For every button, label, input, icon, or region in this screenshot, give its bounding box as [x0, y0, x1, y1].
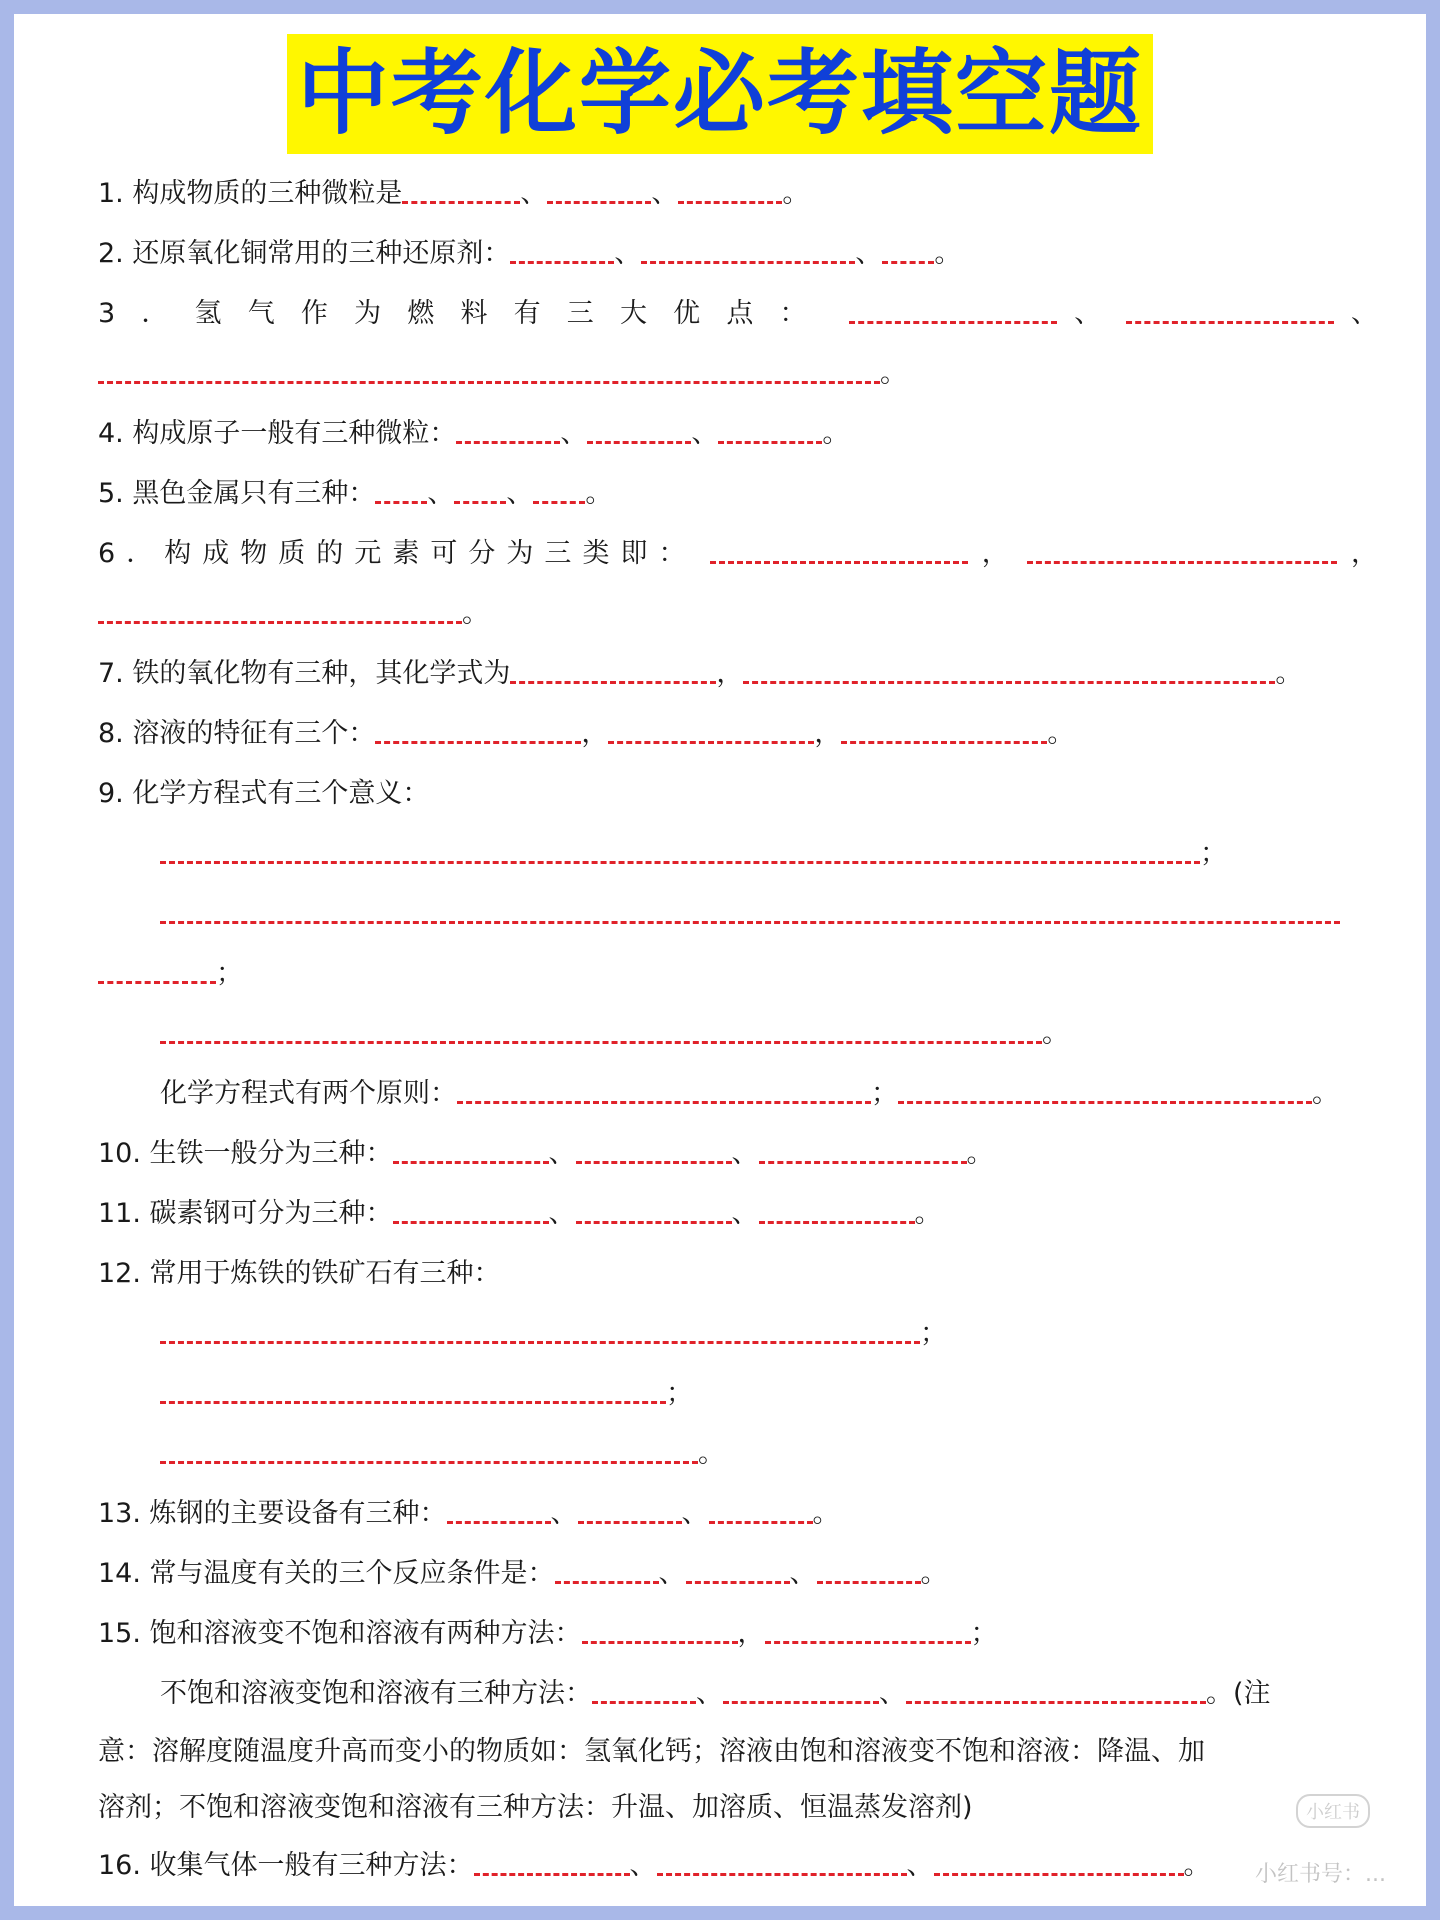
- answer-blank[interactable]: [98, 591, 462, 624]
- answer-blank[interactable]: [474, 1843, 630, 1876]
- end-punct: 。: [1183, 1850, 1211, 1881]
- separator: ，: [737, 1618, 765, 1649]
- end-punct: 。(注: [1206, 1678, 1271, 1709]
- separator: 、: [614, 238, 642, 269]
- question-text: 16. 收集气体一般有三种方法：: [98, 1850, 474, 1881]
- question-12: [98, 1244, 1378, 1304]
- separator: 、: [855, 238, 883, 269]
- answer-blank[interactable]: [765, 1611, 971, 1644]
- end-punct: 。: [1042, 1018, 1069, 1049]
- end-punct: 。: [934, 238, 962, 269]
- separator: 、: [658, 1558, 686, 1589]
- question-12-answer-3: [98, 1424, 1378, 1484]
- answer-blank[interactable]: [98, 951, 216, 984]
- separator: 、: [520, 178, 548, 209]
- answer-blank[interactable]: [709, 1491, 813, 1524]
- question-9-principles: [98, 1064, 1378, 1124]
- question-9-answer-3: [98, 1004, 1378, 1064]
- answer-blank[interactable]: [849, 291, 1057, 324]
- question-10: [98, 1124, 1378, 1184]
- question-12-answer-1: [98, 1304, 1378, 1364]
- question-text: 9. 化学方程式有三个意义：: [98, 778, 430, 809]
- separator: ，: [1350, 538, 1378, 569]
- answer-blank[interactable]: [934, 1843, 1184, 1876]
- question-text: 8. 溶液的特征有三个：: [98, 718, 376, 749]
- end-punct: 。: [812, 1498, 840, 1529]
- answer-blank[interactable]: [447, 1491, 551, 1524]
- answer-blank[interactable]: [510, 231, 614, 264]
- question-12-answer-2: [98, 1364, 1378, 1424]
- answer-blank[interactable]: [160, 1311, 920, 1344]
- separator: 、: [731, 1138, 759, 1169]
- end-punct: 。: [966, 1138, 994, 1169]
- separator: 、: [731, 1198, 759, 1229]
- answer-blank[interactable]: [608, 711, 814, 744]
- answer-blank[interactable]: [1027, 531, 1337, 564]
- question-text: 2. 还原氧化铜常用的三种还原剂：: [98, 238, 511, 269]
- answer-blank[interactable]: [686, 1551, 790, 1584]
- question-8: [98, 704, 1378, 764]
- question-2: [98, 224, 1378, 284]
- question-1: [98, 164, 1378, 224]
- answer-blank[interactable]: [841, 711, 1047, 744]
- separator: 、: [681, 1498, 709, 1529]
- question-9: [98, 764, 1378, 824]
- answer-blank[interactable]: [759, 1131, 967, 1164]
- answer-blank[interactable]: [817, 1551, 921, 1584]
- question-7: [98, 644, 1378, 704]
- answer-blank[interactable]: [555, 1551, 659, 1584]
- question-text: 15. 饱和溶液变不饱和溶液有两种方法：: [98, 1618, 582, 1649]
- question-text: 化学方程式有两个原则：: [160, 1078, 457, 1109]
- answer-blank[interactable]: [710, 531, 968, 564]
- answer-blank[interactable]: [457, 1071, 871, 1104]
- answer-blank[interactable]: [882, 231, 934, 264]
- question-list: [98, 164, 1378, 1896]
- separator: 、: [696, 1678, 723, 1709]
- answer-blank[interactable]: [160, 831, 1200, 864]
- answer-blank[interactable]: [718, 411, 822, 444]
- question-text: 不饱和溶液变饱和溶液有三种方法：: [160, 1678, 592, 1709]
- answer-blank[interactable]: [723, 1671, 879, 1704]
- question-text: 4. 构成原子一般有三种微粒：: [98, 418, 457, 449]
- separator: 、: [629, 1850, 657, 1881]
- separator: 、: [1074, 298, 1110, 329]
- separator: 、: [548, 1138, 576, 1169]
- question-15-note-line-2: 溶剂；不饱和溶液变饱和溶液有三种方法：升温、加溶质、恒温蒸发溶剂): [98, 1792, 973, 1823]
- answer-blank[interactable]: [454, 471, 506, 504]
- question-6-continued: [98, 584, 1378, 644]
- question-13: [98, 1484, 1378, 1544]
- question-text: 5. 黑色金属只有三种：: [98, 478, 376, 509]
- question-text: 3．氢气作为燃料有三大优点：: [98, 298, 833, 329]
- answer-blank[interactable]: [160, 1431, 698, 1464]
- separator: ，: [814, 718, 842, 749]
- question-text: 12. 常用于炼铁的铁矿石有三种：: [98, 1258, 501, 1289]
- answer-blank[interactable]: [375, 711, 581, 744]
- end-punct: ；: [970, 1618, 998, 1649]
- page-title: 中考化学必考填空题: [287, 34, 1153, 154]
- question-16: [98, 1836, 1378, 1896]
- question-9-answer-2: [98, 884, 1378, 944]
- answer-blank[interactable]: [641, 231, 855, 264]
- question-text: 14. 常与温度有关的三个反应条件是：: [98, 1558, 555, 1589]
- separator: 、: [1350, 298, 1378, 329]
- separator: 、: [548, 1198, 576, 1229]
- question-text: 6．构成物质的元素可分为三类即：: [98, 538, 697, 569]
- question-5: [98, 464, 1378, 524]
- question-14: [98, 1544, 1378, 1604]
- separator: ，: [716, 658, 744, 689]
- answer-blank[interactable]: [743, 651, 1275, 684]
- answer-blank[interactable]: [587, 411, 691, 444]
- separator: ；: [871, 1078, 898, 1109]
- end-punct: 。: [914, 1198, 942, 1229]
- end-punct: 。: [462, 598, 489, 629]
- answer-blank[interactable]: [759, 1191, 915, 1224]
- answer-blank[interactable]: [678, 171, 782, 204]
- answer-blank[interactable]: [510, 651, 716, 684]
- separator: 、: [550, 1498, 578, 1529]
- end-punct: 。: [920, 1558, 948, 1589]
- separator: 、: [691, 418, 719, 449]
- watermark-badge: 小红书: [1296, 1794, 1370, 1828]
- answer-blank[interactable]: [533, 471, 585, 504]
- separator: 、: [560, 418, 588, 449]
- document-page: [14, 14, 1426, 1906]
- question-3: [98, 284, 1378, 344]
- question-9-answer-1: [98, 824, 1378, 884]
- end-punct: 。: [1275, 658, 1303, 689]
- question-text: 1. 构成物质的三种微粒是: [98, 178, 403, 209]
- separator: 、: [651, 178, 679, 209]
- answer-blank[interactable]: [578, 1491, 682, 1524]
- answer-blank[interactable]: [402, 171, 520, 204]
- separator: 、: [879, 1678, 906, 1709]
- end-punct: 。: [1047, 718, 1075, 749]
- answer-blank[interactable]: [98, 351, 880, 384]
- end-punct: 。: [822, 418, 850, 449]
- answer-blank[interactable]: [1126, 291, 1334, 324]
- answer-blank[interactable]: [576, 1131, 732, 1164]
- separator: 、: [906, 1850, 934, 1881]
- end-punct: 。: [698, 1438, 725, 1469]
- separator: 、: [506, 478, 534, 509]
- end-punct: 。: [1312, 1078, 1339, 1109]
- answer-blank[interactable]: [582, 1611, 738, 1644]
- answer-blank[interactable]: [160, 891, 1340, 924]
- end-punct: 。: [585, 478, 613, 509]
- answer-blank[interactable]: [898, 1071, 1312, 1104]
- answer-blank[interactable]: [576, 1191, 732, 1224]
- separator: ，: [581, 718, 609, 749]
- question-text: 11. 碳素钢可分为三种：: [98, 1198, 393, 1229]
- answer-blank[interactable]: [547, 171, 651, 204]
- question-15-note-line-1: 意：溶解度随温度升高而变小的物质如：氢氧化钙；溶液由饱和溶液变不饱和溶液：降温、加: [98, 1736, 1205, 1767]
- answer-blank[interactable]: [906, 1671, 1206, 1704]
- answer-blank[interactable]: [160, 1371, 666, 1404]
- answer-blank[interactable]: [393, 1191, 549, 1224]
- answer-blank[interactable]: [456, 411, 560, 444]
- title-banner: [14, 34, 1426, 154]
- answer-blank[interactable]: [657, 1843, 907, 1876]
- question-9-answer-2-continued: [98, 944, 1378, 1004]
- separator: ；: [1200, 838, 1227, 869]
- question-text: 13. 炼钢的主要设备有三种：: [98, 1498, 447, 1529]
- separator: ，: [981, 538, 1014, 569]
- question-6: [98, 524, 1378, 584]
- separator: 、: [789, 1558, 817, 1589]
- answer-blank[interactable]: [375, 471, 427, 504]
- end-punct: 。: [782, 178, 810, 209]
- end-punct: 。: [880, 358, 907, 389]
- answer-blank[interactable]: [160, 1011, 1042, 1044]
- question-11: [98, 1184, 1378, 1244]
- question-text: 7. 铁的氧化物有三种，其化学式为: [98, 658, 511, 689]
- question-4: [98, 404, 1378, 464]
- answer-blank[interactable]: [393, 1131, 549, 1164]
- separator: ；: [216, 958, 243, 989]
- question-15: [98, 1604, 1378, 1664]
- question-3-continued: [98, 344, 1378, 404]
- question-text: 10. 生铁一般分为三种：: [98, 1138, 393, 1169]
- separator: 、: [427, 478, 455, 509]
- answer-blank[interactable]: [592, 1671, 696, 1704]
- question-15-part-2: [98, 1664, 1378, 1724]
- separator: ；: [920, 1318, 947, 1349]
- separator: ；: [666, 1378, 693, 1409]
- watermark-text: 小红书号：...: [1255, 1862, 1386, 1887]
